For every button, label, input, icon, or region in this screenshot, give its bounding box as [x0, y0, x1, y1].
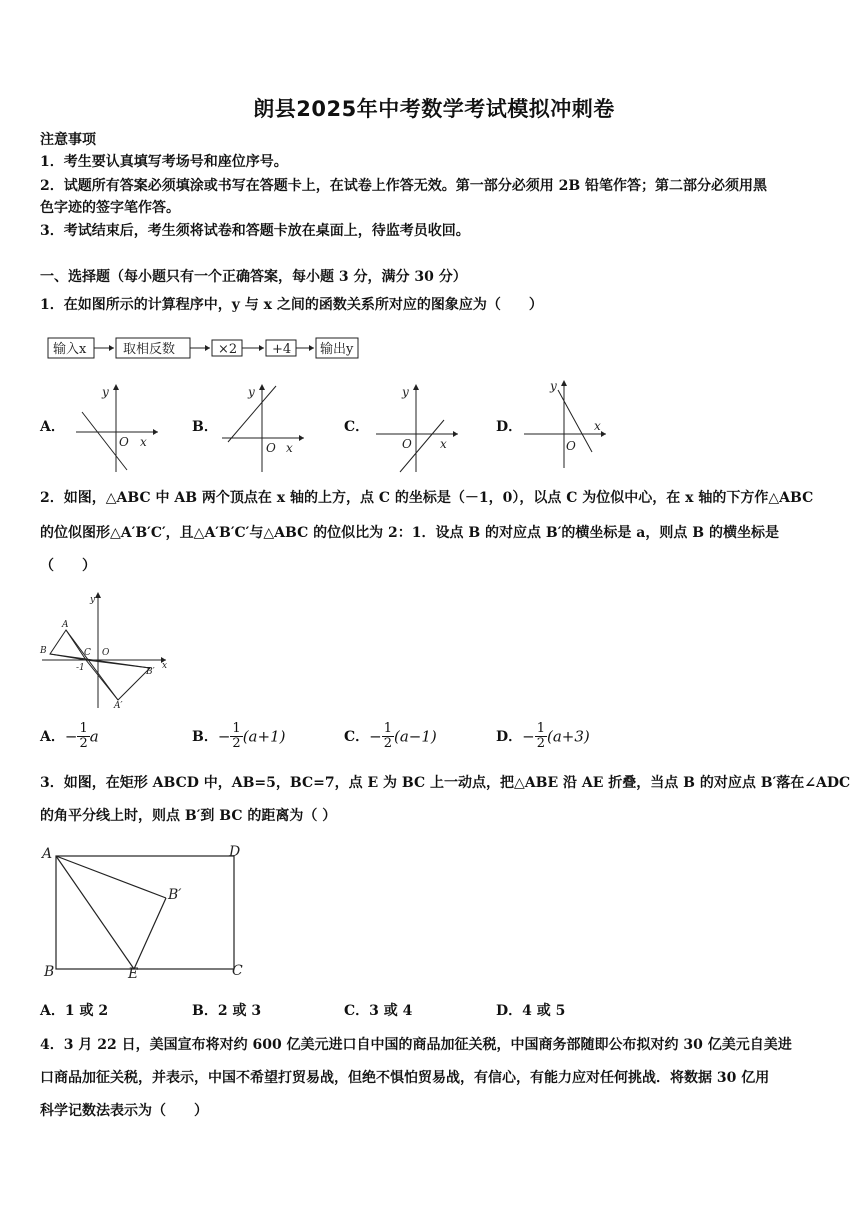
q1-graph-a — [72, 380, 162, 475]
q1-graph-d — [520, 376, 610, 471]
denominator: 2 — [79, 736, 88, 751]
q1-option-label: C． — [344, 419, 370, 435]
option-label: A． — [40, 729, 65, 745]
question-2-text: 2．如图，△ABC 中 AB 两个顶点在 x 轴的上方，点 C 的坐标是（－1，0），以点 C 为位似中心，在 x 轴的下方作△ABC — [40, 490, 814, 506]
expression: (a−1) — [394, 727, 437, 746]
axis-label: y — [550, 379, 557, 393]
flow-step: ×2 — [218, 342, 238, 357]
option-label: B． — [192, 729, 218, 745]
point-label: B — [44, 964, 55, 980]
axis-label: x — [140, 435, 147, 449]
flow-step: 取相反数 — [123, 342, 176, 357]
point-label: A — [42, 846, 53, 862]
point-label: B′ — [168, 887, 182, 903]
point-label: C — [232, 963, 243, 979]
flow-step: 输入x — [53, 342, 87, 357]
notes-item: 2．试题所有答案必须填涂或书写在答题卡上，在试卷上作答无效。第一部分必须用 2B 铅笔作答；第二部分必须用黑 — [40, 178, 768, 194]
point-label: A′ — [114, 701, 123, 711]
point-label: C — [84, 648, 91, 658]
q1-option-label: D． — [496, 419, 523, 435]
question-4-text: 4．3 月 22 日，美国宣布将对约 600 亿美元进口自中国的商品加征关税，中国商务部随即公布拟对约 30 亿美元自美进 — [40, 1037, 792, 1053]
q3-figure — [38, 842, 253, 982]
denominator: 2 — [536, 736, 545, 751]
expression: a — [89, 727, 99, 746]
point-label: E — [128, 966, 139, 982]
axis-label: O — [402, 437, 412, 451]
page-title: 朗县2025年中考数学考试模拟冲刺卷 — [253, 97, 615, 121]
axis-label: O — [266, 441, 276, 455]
q2-option-c — [344, 722, 437, 751]
numerator: 1 — [383, 721, 393, 736]
denominator: 2 — [232, 736, 241, 751]
axis-label: y — [402, 385, 409, 399]
q1-flowchart — [44, 332, 364, 362]
q2-option-b — [192, 722, 285, 751]
option-label: C． — [344, 729, 370, 745]
question-3-text: 3．如图，在矩形 ABCD 中，AB=5，BC=7，点 E 为 BC 上一动点，把△ABE 沿 AE 折叠，当点 B 的对应点 B′落在∠ADC — [40, 775, 851, 791]
point-label: D — [229, 844, 241, 860]
flow-step: +4 — [272, 342, 292, 357]
q1-graph-c — [372, 380, 462, 475]
numerator: 1 — [79, 721, 88, 736]
fraction — [382, 722, 394, 751]
fraction — [77, 722, 89, 751]
point-label: O — [102, 648, 110, 658]
axis-label: x — [286, 441, 293, 455]
question-2-text: （ ） — [40, 558, 96, 574]
q3-option: D．4 或 5 — [496, 1003, 566, 1019]
axis-label: y — [102, 385, 109, 399]
q2-option-d — [496, 722, 590, 751]
flow-step: 输出y — [320, 342, 354, 357]
q1-option-label: B． — [192, 419, 218, 435]
notes-item: 3．考试结束后，考生须将试卷和答题卡放在桌面上，待监考员收回。 — [40, 223, 470, 239]
notes-heading: 注意事项 — [40, 132, 96, 148]
axis-label: x — [162, 661, 168, 671]
axis-label: x — [594, 419, 601, 433]
notes-item: 1．考生要认真填写考场号和座位序号。 — [40, 154, 288, 170]
numerator: 1 — [232, 721, 241, 736]
q3-option: C．3 或 4 — [344, 1003, 413, 1019]
expression: (a+3) — [547, 727, 590, 746]
question-2-text: 的位似图形△A′B′C′，且△A′B′C′与△ABC 的位似比为 2：1．设点 B 的对应点 B′的横坐标是 a，则点 B 的横坐标是 — [40, 525, 779, 541]
minus-sign: − — [64, 727, 78, 746]
q2-option-a — [40, 722, 99, 751]
option-label: D． — [496, 729, 523, 745]
denominator: 2 — [383, 736, 393, 751]
q2-figure — [38, 590, 173, 712]
q3-option: B．2 或 3 — [192, 1003, 262, 1019]
fraction — [230, 722, 242, 751]
point-label: A — [62, 620, 69, 630]
point-label: B — [40, 646, 47, 656]
axis-label: x — [440, 437, 447, 451]
axis-label: y — [248, 385, 255, 399]
question-4-text: 科学记数法表示为（ ） — [40, 1103, 208, 1119]
axis-label: y — [90, 595, 96, 605]
minus-sign: − — [369, 727, 382, 746]
q1-graph-b — [218, 380, 308, 475]
q1-option-label: A． — [40, 419, 65, 435]
fraction — [535, 722, 547, 751]
question-4-text: 口商品加征关税，并表示，中国不希望打贸易战，但绝不惧怕贸易战，有信心，有能力应对任何挑战．将数据 30 亿用 — [40, 1070, 770, 1086]
minus-sign: − — [217, 727, 231, 746]
q3-option: A．1 或 2 — [40, 1003, 109, 1019]
axis-label: O — [119, 435, 129, 449]
point-label: B′ — [146, 667, 155, 677]
axis-label: O — [566, 439, 576, 453]
minus-sign: − — [522, 727, 535, 746]
question-1-text: 1．在如图所示的计算程序中，y 与 x 之间的函数关系所对应的图象应为（ ） — [40, 297, 543, 313]
tick-label: -1 — [76, 663, 85, 673]
section-heading: 一、选择题（每小题只有一个正确答案，每小题 3 分，满分 30 分） — [40, 269, 467, 285]
expression: (a+1) — [242, 727, 286, 746]
notes-item: 色字迹的签字笔作答。 — [40, 200, 180, 216]
numerator: 1 — [536, 721, 545, 736]
question-3-text: 的角平分线上时，则点 B′到 BC 的距离为（ ） — [40, 808, 337, 824]
